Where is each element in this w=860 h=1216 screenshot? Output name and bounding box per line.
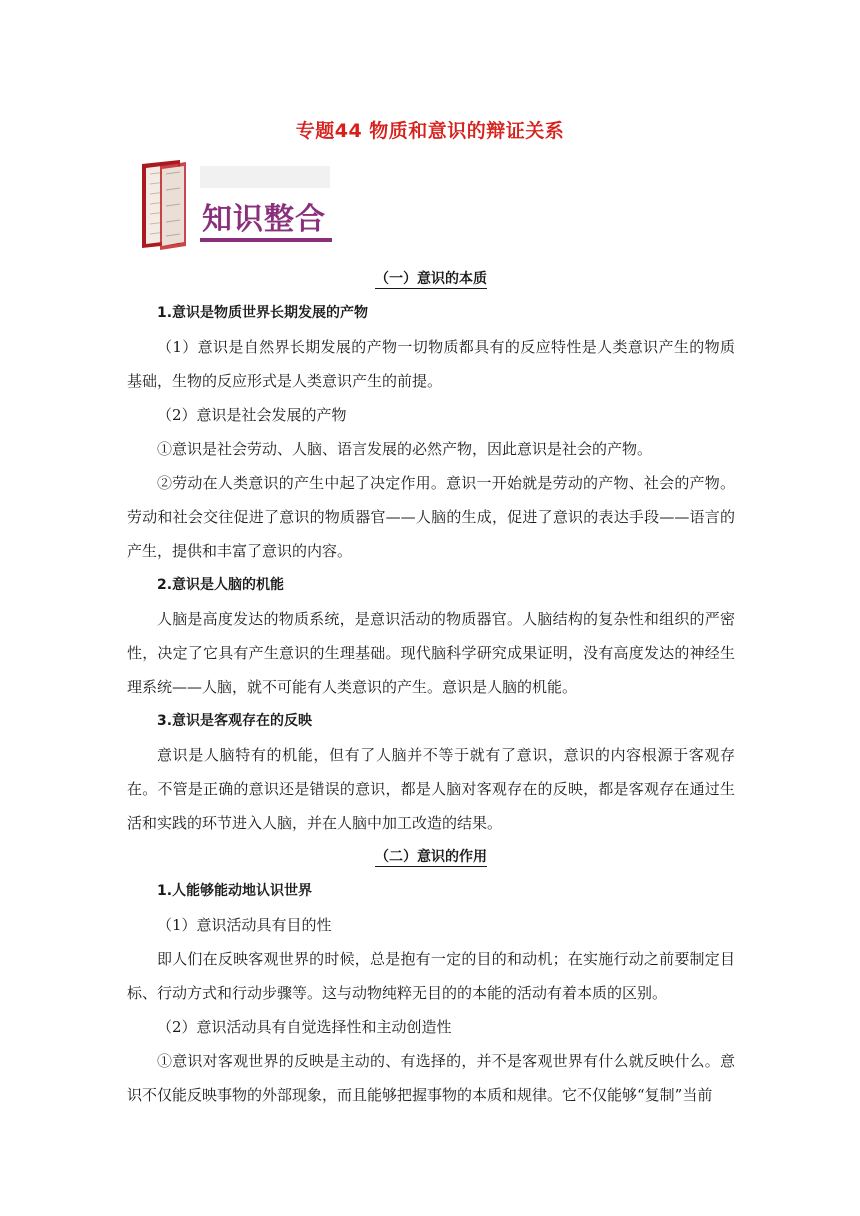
knowledge-badge (140, 160, 340, 252)
section-heading: （一）意识的本质 (375, 271, 487, 287)
paragraph: 即人们在反映客观世界的时候，总是抱有一定的目的和动机；在实施行动之前要制定目标、行动方式和行动步骤等。这与动物纯粹无目的的本能的活动有着本质的区别。 (127, 950, 735, 1002)
paragraph: ①意识是社会劳动、人脑、语言发展的必然产物，因此意识是社会的产物。 (157, 440, 653, 458)
paragraph: ②劳动在人类意识的产生中起了决定作用。意识一开始就是劳动的产物、社会的产物。劳动和社会交往促进了意识的物质器官——人脑的生成，促进了意识的表达手段——语言的产生，提供和丰富了意识的内容。 (127, 474, 735, 560)
paragraph: （1）意识活动具有目的性 (157, 916, 332, 934)
sub-heading: 1.意识是物质世界长期发展的产物 (157, 305, 369, 321)
sub-heading: 2.意识是人脑的机能 (157, 577, 285, 593)
sub-heading: 1.人能够能动地认识世界 (157, 883, 313, 899)
paragraph: 意识是人脑特有的机能，但有了人脑并不等于就有了意识，意识的内容根源于客观存在。不管是正确的意识还是错误的意识，都是人脑对客观存在的反映，都是客观存在通过生活和实践的环节进入人脑，并在人脑中加工改造的结果。 (127, 746, 735, 832)
paragraph: ①意识对客观世界的反映是主动的、有选择的，并不是客观世界有什么就反映什么。意识不仅能反映事物的外部现象，而且能够把握事物的本质和规律。它不仅能够“复制”当前 (127, 1052, 735, 1104)
paragraph: （1）意识是自然界长期发展的产物一切物质都具有的反应特性是人类意识产生的物质基础，生物的反应形式是人类意识产生的前提。 (127, 338, 735, 390)
document-body (127, 262, 735, 1112)
badge-label: 知识整合 (202, 202, 326, 237)
sub-heading: 3.意识是客观存在的反映 (157, 713, 313, 729)
paragraph: （2）意识是社会发展的产物 (157, 406, 347, 424)
paragraph: 人脑是高度发达的物质系统，是意识活动的物质器官。人脑结构的复杂性和组织的严密性，决定了它具有产生意识的生理基础。现代脑科学研究成果证明，没有高度发达的神经生理系统——人脑，就不可能有人类意识的产生。意识是人脑的机能。 (127, 610, 735, 696)
section-heading: （二）意识的作用 (375, 849, 487, 865)
document-title: 专题44 物质和意识的辩证关系 (295, 120, 565, 142)
paragraph: （2）意识活动具有自觉选择性和主动创造性 (157, 1018, 452, 1036)
